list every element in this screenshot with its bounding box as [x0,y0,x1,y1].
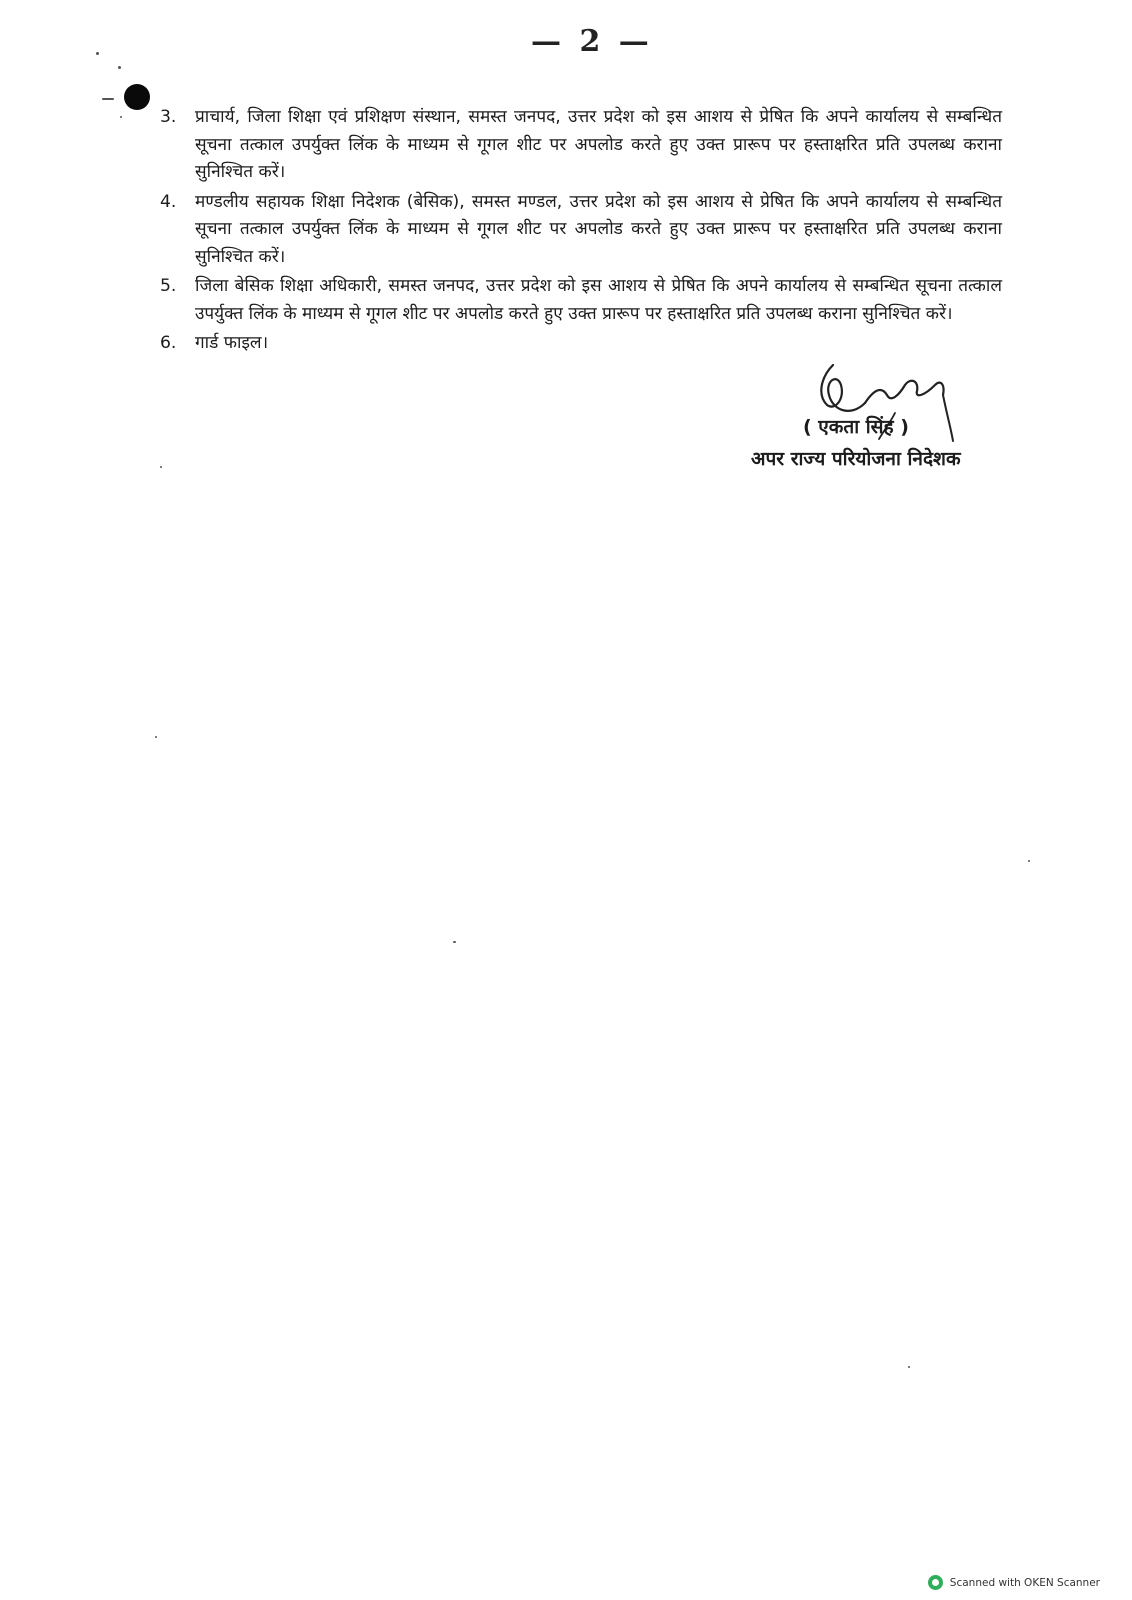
page-number: — 2 — [531,24,653,59]
item-number: 4. [160,191,177,212]
scan-speck [96,52,99,55]
scan-speck [453,941,456,943]
scan-speck [120,116,122,118]
item-number: 3. [160,107,177,127]
scan-speck [1028,860,1030,862]
item-text: प्राचार्य, जिला शिक्षा एवं प्रशिक्षण संस्थान, समस्त जनपद, उत्तर प्रदेश को इस आशय से प्रेषित कि अपने कार्यालय से सम्बन्धित सूचना तत्काल उपर्युक्त लिंक के माध्यम से गूगल शीट पर अपलोड करते हुए उक्त प्रारूप पर हस्ताक्षरित प्रति उपलब्ध कराना सुनिश्चित करें। [195,107,1002,182]
item-text: जिला बेसिक शिक्षा अधिकारी, समस्त जनपद, उत्तर प्रदेश को इस आशय से प्रेषित कि अपने कार्यालय से सम्बन्धित सूचना तत्काल उपर्युक्त लिंक के माध्यम से गूगल शीट पर अपलोड करते हुए उक्त प्रारूप पर हस्ताक्षरित प्रति उपलब्ध कराना सुनिश्चित करें। [195,276,1002,324]
item-text: मण्डलीय सहायक शिक्षा निदेशक (बेसिक), समस्त मण्डल, उत्तर प्रदेश को इस आशय से प्रेषित कि अपने कार्यालय से सम्बन्धित सूचना तत्काल उपर्युक्त लिंक के माध्यम से गूगल शीट पर अपलोड करते हुए उक्त प्रारूप पर हस्ताक्षरित प्रति उपलब्ध कराना सुनिश्चित करें। [195,191,1002,267]
list-item [160,330,1002,358]
item-text: गार्ड फाइल। [195,333,269,353]
distribution-list [160,104,1002,360]
item-number: 5. [160,276,177,296]
scanner-watermark [928,1575,1100,1590]
list-item [160,273,1002,328]
scan-speck [160,466,162,468]
scan-speck [908,1366,910,1368]
signatory-name: ( एकता सिंह ) [803,416,909,438]
scanner-text: Scanned with OKEN Scanner [949,1576,1100,1589]
list-item [160,189,1002,272]
item-number: 6. [160,333,177,353]
scan-speck [155,736,157,738]
scan-speck [102,98,114,100]
list-item [160,104,1002,187]
signatory-designation: अपर राज्य परियोजना निदेशक [751,448,961,470]
signature-block [745,355,985,485]
scan-speck [118,66,121,69]
scanner-logo-icon [928,1575,943,1590]
punch-hole-mark [124,84,150,110]
